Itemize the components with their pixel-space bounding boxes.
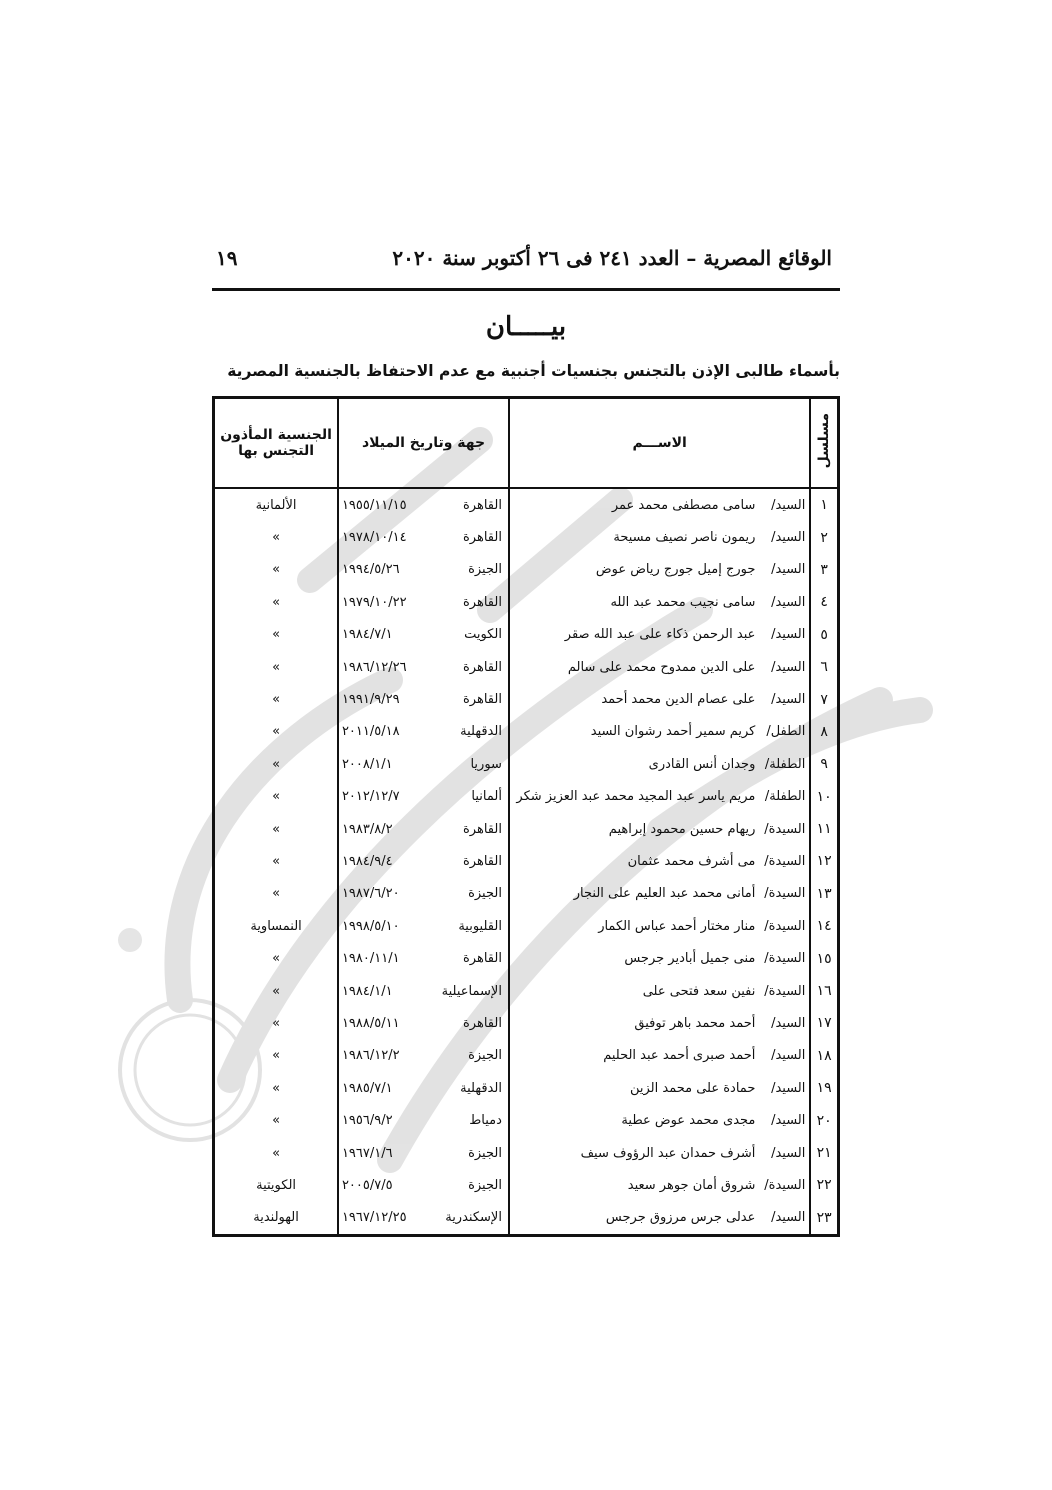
row-full-name: عدلى جرس مرزوق جرجس: [605, 1210, 756, 1226]
row-birth-cell: [338, 488, 509, 521]
row-name-cell: [509, 1040, 810, 1072]
row-nationality: »: [214, 521, 339, 553]
row-full-name: على عصام الدين محمد أحمد: [601, 692, 756, 708]
row-serial: ٦: [810, 651, 838, 683]
row-birth-place: الكويت: [464, 627, 502, 643]
row-birth-place: القليوبية: [458, 918, 502, 934]
table-row: [214, 910, 839, 942]
row-birth-date: ١٩٩٨/٥/١٠: [341, 918, 400, 934]
row-full-name: سامى مصطفى محمد عمر: [611, 497, 756, 513]
row-honorific: الطفلة/: [764, 789, 806, 805]
row-birth-date: ٢٠١١/٥/١٨: [341, 724, 400, 740]
row-birth-cell: [338, 1007, 509, 1039]
row-serial: ٢٠: [810, 1104, 838, 1136]
row-honorific: السيد/: [771, 562, 806, 578]
row-birth-cell: [338, 1040, 509, 1072]
table-row: [214, 748, 839, 780]
row-birth-date: ٢٠٠٥/٧/٥: [341, 1177, 393, 1193]
row-birth-cell: [338, 586, 509, 618]
table-row: [214, 1072, 839, 1104]
row-full-name: كريم سمير أحمد رشوان السيد: [590, 724, 756, 740]
row-name-cell: [509, 813, 810, 845]
table-row: [214, 1104, 839, 1136]
row-birth-cell: [338, 554, 509, 586]
row-name-cell: [509, 942, 810, 974]
row-nationality: »: [214, 1072, 339, 1104]
row-birth-place: القاهرة: [462, 594, 502, 610]
page-header: [212, 240, 840, 291]
row-full-name: مريم ياسر عبد المجيد محمد عبد العزيز شكر: [516, 789, 756, 805]
table-row: [214, 878, 839, 910]
row-birth-place: الجيزة: [468, 1177, 502, 1193]
row-honorific: السيد/: [771, 1210, 806, 1226]
row-full-name: جورج إميل جورج رياض عوض: [595, 562, 756, 578]
row-name-cell: [509, 910, 810, 942]
row-birth-place: الدقهلية: [460, 1080, 502, 1096]
row-full-name: أحمد محمد باهر توفيق: [634, 1015, 756, 1031]
row-serial: ١٠: [810, 781, 838, 813]
row-full-name: أحمد صبرى أحمد عبد الحليم: [603, 1048, 756, 1064]
row-name-cell: [509, 1169, 810, 1201]
row-birth-cell: [338, 1072, 509, 1104]
row-full-name: منى جميل أبادير جرجس: [624, 951, 756, 967]
row-full-name: مى أشرف محمد عثمان: [627, 853, 756, 869]
row-honorific: السيد/: [771, 1145, 806, 1161]
row-full-name: شروق أمان جوهر سعيد: [627, 1177, 756, 1193]
row-nationality: »: [214, 748, 339, 780]
row-name-cell: [509, 554, 810, 586]
row-serial: ٣: [810, 554, 838, 586]
row-name-cell: [509, 1104, 810, 1136]
row-honorific: السيد/: [771, 659, 806, 675]
row-birth-cell: [338, 748, 509, 780]
row-serial: ١٨: [810, 1040, 838, 1072]
row-birth-cell: [338, 1169, 509, 1201]
row-birth-cell: [338, 1104, 509, 1136]
gazette-issue-title: الوقائع المصرية – العدد ٢٤١ فى ٢٦ أكتوبر سنة ٢٠٢٠: [392, 246, 832, 270]
row-birth-date: ١٩٨٣/٨/٢: [341, 821, 393, 837]
row-nationality: »: [214, 1040, 339, 1072]
row-name-cell: [509, 748, 810, 780]
row-birth-date: ١٩٩١/٩/٢٩: [341, 692, 400, 708]
table-row: [214, 488, 839, 521]
row-birth-place: سوريا: [470, 756, 502, 772]
row-name-cell: [509, 619, 810, 651]
row-name-cell: [509, 521, 810, 553]
row-birth-cell: [338, 521, 509, 553]
table-row: [214, 521, 839, 553]
row-birth-date: ١٩٨٦/١٢/٢: [341, 1048, 400, 1064]
row-birth-place: الإسماعيلية: [441, 983, 502, 999]
row-nationality: »: [214, 683, 339, 715]
row-honorific: السيدة/: [764, 918, 806, 934]
row-honorific: السيد/: [771, 692, 806, 708]
row-serial: ٥: [810, 619, 838, 651]
row-birth-place: القاهرة: [462, 821, 502, 837]
row-nationality: الهولندية: [214, 1202, 339, 1236]
row-honorific: السيد/: [771, 530, 806, 546]
row-nationality: »: [214, 942, 339, 974]
row-nationality: »: [214, 651, 339, 683]
statement-title: بيـــــان: [485, 312, 567, 342]
row-serial: ١٥: [810, 942, 838, 974]
row-name-cell: [509, 1007, 810, 1039]
row-birth-place: ألمانيا: [471, 789, 502, 805]
row-full-name: مجدى محمد عوض عطية: [621, 1113, 756, 1129]
row-honorific: الطفل/: [766, 724, 806, 740]
naturalization-table-container: [212, 396, 840, 1242]
row-birth-cell: [338, 942, 509, 974]
row-birth-place: القاهرة: [462, 692, 502, 708]
row-serial: ١: [810, 488, 838, 521]
row-nationality: »: [214, 1104, 339, 1136]
row-full-name: ريمون ناصر نصيف مسيحة: [613, 530, 756, 546]
table-row: [214, 683, 839, 715]
table-row: [214, 1137, 839, 1169]
row-name-cell: [509, 845, 810, 877]
row-birth-cell: [338, 910, 509, 942]
row-name-cell: [509, 1137, 810, 1169]
row-nationality: »: [214, 781, 339, 813]
table-row: [214, 1040, 839, 1072]
row-birth-cell: [338, 683, 509, 715]
header-nationality: الجنسية المأذون التجنس بها: [214, 398, 339, 489]
row-birth-place: الدقهلية: [460, 724, 502, 740]
page-number: ١٩: [216, 246, 238, 270]
row-birth-cell: [338, 1202, 509, 1236]
row-birth-date: ١٩٨٨/٥/١١: [341, 1015, 400, 1031]
row-honorific: الطفلة/: [764, 756, 806, 772]
naturalization-table: [212, 396, 840, 1237]
table-row: [214, 975, 839, 1007]
header-serial: مسلسل: [810, 398, 838, 489]
row-birth-place: القاهرة: [462, 497, 502, 513]
header-birth-place-date: جهة وتاريخ الميلاد: [338, 398, 509, 489]
row-birth-date: ١٩٧٩/١٠/٢٢: [341, 594, 407, 610]
row-honorific: السيدة/: [764, 886, 806, 902]
row-full-name: سامى نجيب محمد عبد الله: [610, 594, 756, 610]
row-nationality: الكويتية: [214, 1169, 339, 1201]
row-honorific: السيدة/: [764, 951, 806, 967]
row-serial: ٩: [810, 748, 838, 780]
statement-subtitle: بأسماء طالبى الإذن بالتجنس بجنسيات أجنبية مع عدم الاحتفاظ بالجنسية المصرية: [227, 362, 840, 380]
row-nationality: »: [214, 716, 339, 748]
row-name-cell: [509, 878, 810, 910]
row-full-name: عبد الرحمن ذكاء على عبد الله صقر: [564, 627, 756, 643]
row-name-cell: [509, 586, 810, 618]
row-birth-cell: [338, 845, 509, 877]
row-serial: ١٩: [810, 1072, 838, 1104]
table-row: [214, 651, 839, 683]
row-serial: ١٣: [810, 878, 838, 910]
row-nationality: »: [214, 586, 339, 618]
row-nationality: النمساوية: [214, 910, 339, 942]
row-full-name: أمانى محمد عبد العليم على النجار: [573, 886, 756, 902]
row-birth-place: الجيزة: [468, 1048, 502, 1064]
row-name-cell: [509, 1202, 810, 1236]
row-nationality: الألمانية: [214, 488, 339, 521]
row-honorific: السيد/: [771, 1080, 806, 1096]
row-birth-cell: [338, 781, 509, 813]
row-birth-place: الإسكندرية: [445, 1210, 502, 1226]
table-row: [214, 845, 839, 877]
row-honorific: السيد/: [771, 1015, 806, 1031]
table-body: [214, 488, 839, 1235]
row-full-name: وجدان أنس القادرى: [648, 756, 756, 772]
row-honorific: السيد/: [771, 1113, 806, 1129]
row-honorific: السيد/: [771, 594, 806, 610]
row-birth-cell: [338, 813, 509, 845]
row-birth-cell: [338, 975, 509, 1007]
table-row: [214, 716, 839, 748]
row-honorific: السيد/: [771, 627, 806, 643]
row-nationality: »: [214, 554, 339, 586]
row-name-cell: [509, 488, 810, 521]
row-birth-date: ١٩٦٧/١٢/٢٥: [341, 1210, 407, 1226]
row-birth-place: دمياط: [469, 1113, 502, 1129]
row-serial: ٢: [810, 521, 838, 553]
row-name-cell: [509, 651, 810, 683]
table-row: [214, 781, 839, 813]
row-birth-date: ٢٠٠٨/١/١: [341, 756, 393, 772]
table-row: [214, 813, 839, 845]
table-row: [214, 554, 839, 586]
row-serial: ١٤: [810, 910, 838, 942]
row-birth-cell: [338, 619, 509, 651]
row-birth-date: ١٩٨٥/٧/١: [341, 1080, 393, 1096]
row-birth-place: القاهرة: [462, 853, 502, 869]
row-serial: ١٦: [810, 975, 838, 1007]
row-nationality: »: [214, 975, 339, 1007]
row-birth-cell: [338, 716, 509, 748]
row-birth-date: ١٩٨٤/٧/١: [341, 627, 393, 643]
row-birth-place: القاهرة: [462, 951, 502, 967]
table-row: [214, 619, 839, 651]
table-header-row: [214, 398, 839, 489]
row-full-name: على الدين ممدوح محمد على سالم: [567, 659, 756, 675]
row-serial: ٨: [810, 716, 838, 748]
row-full-name: حمادة على محمد الزين: [630, 1080, 756, 1096]
row-birth-date: ١٩٨٤/١/١: [341, 983, 393, 999]
row-serial: ١١: [810, 813, 838, 845]
table-row: [214, 586, 839, 618]
row-birth-place: الجيزة: [468, 562, 502, 578]
row-birth-date: ١٩٥٥/١١/١٥: [341, 497, 407, 513]
table-row: [214, 1007, 839, 1039]
table-row: [214, 942, 839, 974]
row-name-cell: [509, 716, 810, 748]
table-row: [214, 1169, 839, 1201]
row-honorific: السيد/: [771, 1048, 806, 1064]
row-serial: ٢١: [810, 1137, 838, 1169]
row-name-cell: [509, 781, 810, 813]
table-row: [214, 1202, 839, 1236]
row-full-name: ريهام حسين محمود إبراهيم: [608, 821, 756, 837]
row-full-name: أشرف حمدان عبد الرؤوف سيف: [580, 1145, 756, 1161]
row-honorific: السيدة/: [764, 853, 806, 869]
row-honorific: السيدة/: [764, 1177, 806, 1193]
row-nationality: »: [214, 1007, 339, 1039]
row-serial: ٤: [810, 586, 838, 618]
row-birth-date: ١٩٥٦/٩/٢: [341, 1113, 393, 1129]
row-birth-place: الجيزة: [468, 1145, 502, 1161]
row-birth-date: ١٩٨٧/٦/٢٠: [341, 886, 400, 902]
row-birth-date: ٢٠١٢/١٢/٧: [341, 789, 400, 805]
row-birth-date: ١٩٩٤/٥/٢٦: [341, 562, 400, 578]
row-honorific: السيدة/: [764, 983, 806, 999]
row-birth-date: ١٩٨٠/١١/١: [341, 951, 400, 967]
row-name-cell: [509, 1072, 810, 1104]
row-serial: ١٢: [810, 845, 838, 877]
row-full-name: نفين سعد فتحى على: [642, 983, 756, 999]
row-full-name: منار مختار أحمد عباس الكمار: [598, 918, 756, 934]
row-birth-date: ١٩٨٦/١٢/٢٦: [341, 659, 407, 675]
row-nationality: »: [214, 619, 339, 651]
row-serial: ٢٣: [810, 1202, 838, 1236]
row-birth-place: الجيزة: [468, 886, 502, 902]
row-birth-date: ١٩٨٤/٩/٤: [341, 853, 393, 869]
row-serial: ٧: [810, 683, 838, 715]
row-birth-place: القاهرة: [462, 530, 502, 546]
row-birth-date: ١٩٦٧/١/٦: [341, 1145, 393, 1161]
row-birth-date: ١٩٧٨/١٠/١٤: [341, 530, 407, 546]
row-nationality: »: [214, 1137, 339, 1169]
row-birth-cell: [338, 651, 509, 683]
row-serial: ٢٢: [810, 1169, 838, 1201]
row-honorific: السيد/: [771, 497, 806, 513]
header-name: الاســـم: [509, 398, 810, 489]
row-name-cell: [509, 683, 810, 715]
row-honorific: السيدة/: [764, 821, 806, 837]
row-serial: ١٧: [810, 1007, 838, 1039]
row-birth-place: القاهرة: [462, 1015, 502, 1031]
row-nationality: »: [214, 813, 339, 845]
row-birth-cell: [338, 1137, 509, 1169]
row-birth-cell: [338, 878, 509, 910]
row-name-cell: [509, 975, 810, 1007]
row-birth-place: القاهرة: [462, 659, 502, 675]
row-nationality: »: [214, 845, 339, 877]
row-nationality: »: [214, 878, 339, 910]
